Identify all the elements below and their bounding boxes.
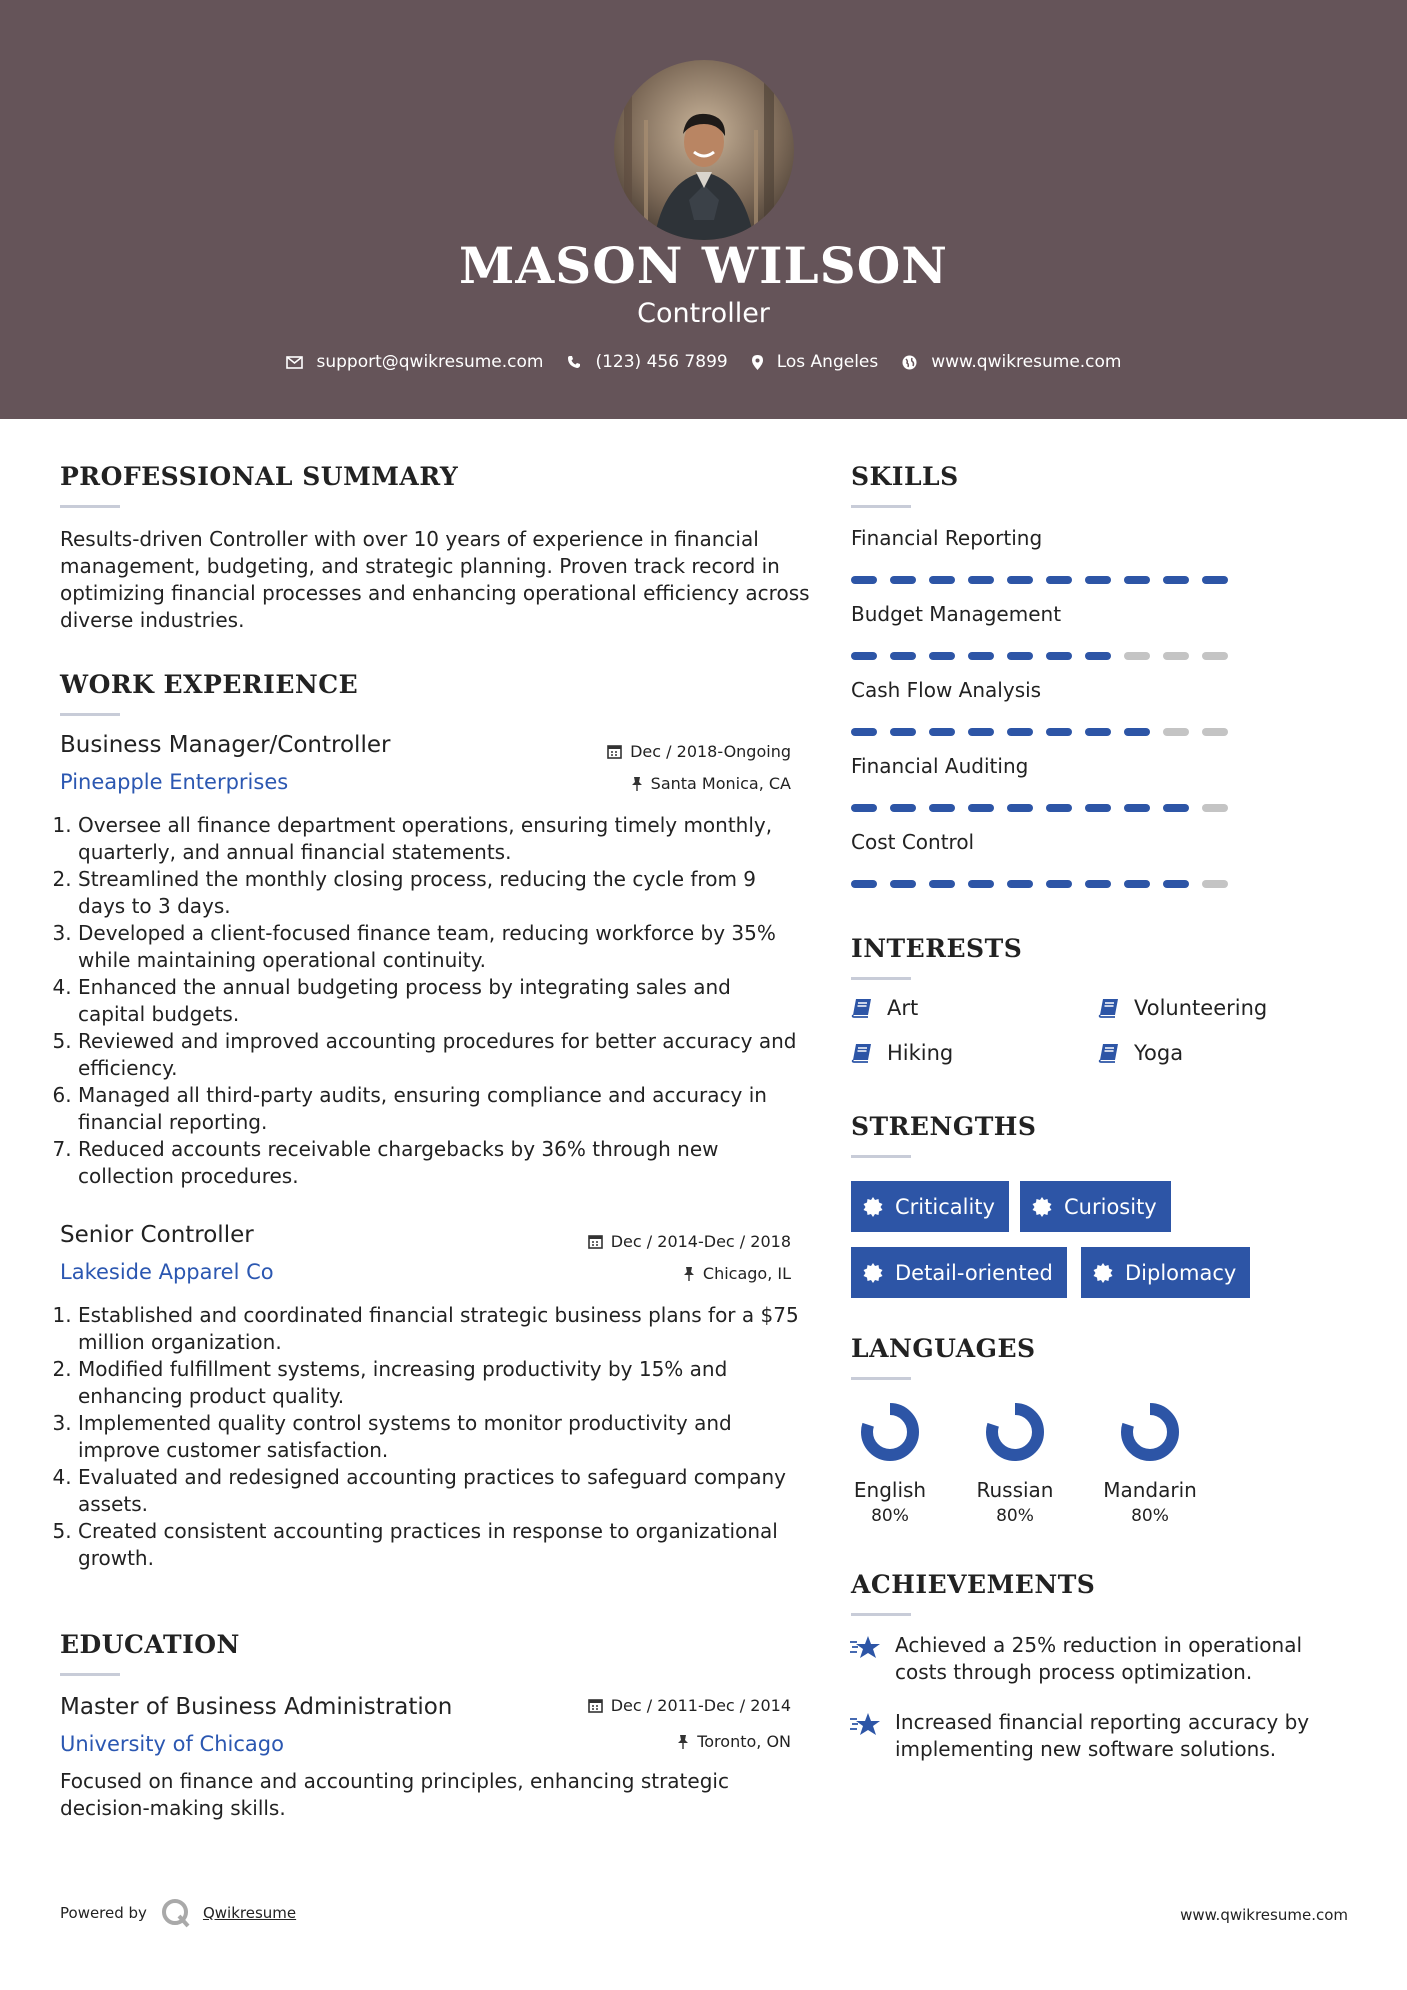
- skill-dot-filled: [890, 804, 916, 812]
- phone-icon: [567, 355, 581, 369]
- skill-dot-filled: [851, 652, 877, 660]
- strength-chip: [851, 1247, 1067, 1298]
- skill-dot-filled: [890, 880, 916, 888]
- skill-dot-empty: [1163, 728, 1189, 736]
- school-name[interactable]: University of Chicago: [60, 1732, 284, 1756]
- list-item: 2. Streamlined the monthly closing process, reducing the cycle from 9 days to 3 days.: [78, 866, 800, 920]
- language-gauge-arc: [1127, 1409, 1173, 1455]
- book-icon: [851, 998, 873, 1018]
- skill-dot-filled: [1085, 728, 1111, 736]
- interest-label: Volunteering: [1134, 996, 1268, 1020]
- language-name: English: [853, 1478, 927, 1502]
- job-date: [531, 742, 791, 761]
- profile-photo: [614, 60, 794, 240]
- language-level: 80%: [1131, 1506, 1169, 1526]
- job-company[interactable]: Pineapple Enterprises: [60, 770, 289, 794]
- contact-email-text: support@qwikresume.com: [316, 352, 544, 372]
- contact-bar: [0, 352, 1407, 372]
- badge-icon: [1032, 1197, 1052, 1217]
- interest-item: [851, 1041, 953, 1065]
- strength-label: Criticality: [895, 1194, 995, 1219]
- job-date-text: Dec / 2018-Ongoing: [630, 742, 791, 761]
- skill-dot-filled: [1007, 880, 1033, 888]
- skill-dot-filled: [890, 576, 916, 584]
- language-gauge: [1118, 1400, 1182, 1464]
- skill-dot-filled: [968, 652, 994, 660]
- strengths-heading: STRENGTHS: [851, 1112, 1037, 1141]
- education-text: Focused on finance and accounting principles, enhancing strategic decision-making skills.: [60, 1769, 729, 1820]
- list-item: 1. Oversee all finance department operations, ensuring timely monthly, quarterly, and annual financial statements.: [78, 812, 800, 866]
- language-level: 80%: [871, 1506, 909, 1526]
- pushpin-icon: [677, 1734, 689, 1749]
- strength-chip: [851, 1181, 1009, 1232]
- globe-icon: [902, 355, 917, 370]
- skill-dot-filled: [968, 728, 994, 736]
- job-location: [531, 774, 791, 793]
- skill-dot-filled: [1202, 576, 1228, 584]
- skills-divider: [851, 505, 911, 508]
- pushpin-icon: [683, 1266, 695, 1281]
- skill-dot-filled: [1046, 804, 1072, 812]
- job-title: Senior Controller: [60, 1222, 254, 1248]
- language-gauge: [983, 1400, 1047, 1464]
- skill-dot-filled: [929, 804, 955, 812]
- list-item: 1. Established and coordinated financial strategic business plans for a $75 million organization.: [78, 1302, 800, 1356]
- book-icon: [1098, 1043, 1120, 1063]
- summary-heading: PROFESSIONAL SUMMARY: [60, 462, 459, 491]
- calendar-icon: [607, 744, 622, 759]
- star-icon: [849, 1634, 883, 1660]
- education-divider: [60, 1673, 120, 1676]
- contact-location: [752, 352, 879, 372]
- skill-dot-filled: [1163, 880, 1189, 888]
- skill-dot-filled: [929, 652, 955, 660]
- list-item: 4. Evaluated and redesigned accounting practices to safeguard company assets.: [78, 1464, 800, 1518]
- skill-dot-filled: [1046, 576, 1072, 584]
- skill-name: Cash Flow Analysis: [851, 678, 1042, 702]
- interests-divider: [851, 977, 911, 980]
- skill-dot-filled: [1046, 728, 1072, 736]
- skill-dot-filled: [1007, 576, 1033, 584]
- contact-phone-text: (123) 456 7899: [595, 352, 728, 372]
- badge-icon: [863, 1197, 883, 1217]
- calendar-icon: [588, 1234, 603, 1249]
- language-item: [960, 1400, 1070, 1526]
- skill-dot-filled: [851, 728, 877, 736]
- skill-dot-filled: [1124, 804, 1150, 812]
- experience-heading: WORK EXPERIENCE: [60, 670, 359, 699]
- strength-label: Curiosity: [1064, 1194, 1157, 1219]
- education-location: [531, 1732, 791, 1751]
- achievements-divider: [851, 1613, 911, 1616]
- strength-label: Detail-oriented: [895, 1260, 1053, 1285]
- skill-dot-filled: [929, 576, 955, 584]
- skill-dot-empty: [1202, 652, 1228, 660]
- education-date: [531, 1696, 791, 1715]
- skill-dot-empty: [1202, 804, 1228, 812]
- brand-link[interactable]: Qwikresume: [202, 1904, 297, 1922]
- list-item: 5. Reviewed and improved accounting procedures for better accuracy and efficiency.: [78, 1028, 800, 1082]
- skill-dot-filled: [890, 728, 916, 736]
- job-title: Business Manager/Controller: [60, 732, 391, 758]
- skill-dot-filled: [1007, 804, 1033, 812]
- language-gauge: [858, 1400, 922, 1464]
- achievement-item: [849, 1709, 1349, 1763]
- skill-rating: [851, 728, 1241, 736]
- pushpin-icon: [631, 776, 643, 791]
- skill-dot-filled: [929, 728, 955, 736]
- skill-dot-filled: [1124, 880, 1150, 888]
- skill-name: Cost Control: [851, 830, 975, 854]
- experience-divider: [60, 713, 120, 716]
- contact-location-text: Los Angeles: [776, 352, 879, 372]
- contact-website-text: www.qwikresume.com: [931, 352, 1122, 372]
- education-heading: EDUCATION: [60, 1630, 240, 1659]
- skill-dot-filled: [1163, 576, 1189, 584]
- list-item: 4. Enhanced the annual budgeting process by integrating sales and capital budgets.: [78, 974, 800, 1028]
- education-date-text: Dec / 2011-Dec / 2014: [610, 1696, 791, 1715]
- language-level: 80%: [996, 1506, 1034, 1526]
- list-item: 7. Reduced accounts receivable chargebacks by 36% through new collection procedures.: [78, 1136, 800, 1190]
- interest-item: [1098, 996, 1267, 1020]
- interest-label: Yoga: [1134, 1041, 1184, 1065]
- badge-icon: [1093, 1263, 1113, 1283]
- list-item: 6. Managed all third-party audits, ensuring compliance and accuracy in financial reporting.: [78, 1082, 800, 1136]
- interest-item: [851, 996, 918, 1020]
- skill-rating: [851, 652, 1241, 660]
- candidate-role: Controller: [637, 298, 770, 329]
- skill-dot-empty: [1163, 652, 1189, 660]
- skill-rating: [851, 804, 1241, 812]
- list-item: 3. Implemented quality control systems to monitor productivity and improve customer satisfaction.: [78, 1410, 800, 1464]
- strength-chip: [1020, 1181, 1171, 1232]
- skill-dot-filled: [890, 652, 916, 660]
- skill-dot-filled: [1007, 728, 1033, 736]
- book-icon: [851, 1043, 873, 1063]
- skill-dot-empty: [1124, 652, 1150, 660]
- skill-dot-empty: [1202, 728, 1228, 736]
- skill-dot-filled: [968, 804, 994, 812]
- language-item: [835, 1400, 945, 1526]
- skill-dot-filled: [851, 576, 877, 584]
- interest-item: [1098, 1041, 1183, 1065]
- interest-label: Art: [887, 996, 919, 1020]
- language-name: Russian: [976, 1478, 1054, 1502]
- skill-dot-filled: [1046, 880, 1072, 888]
- job-location: [531, 1264, 791, 1283]
- strengths-divider: [851, 1155, 911, 1158]
- skill-dot-filled: [1085, 880, 1111, 888]
- strength-chip: [1081, 1247, 1250, 1298]
- skill-dot-filled: [968, 576, 994, 584]
- list-item: 2. Modified fulfillment systems, increasing productivity by 15% and enhancing product quality.: [78, 1356, 800, 1410]
- powered-by-label: Powered by: [60, 1904, 147, 1922]
- calendar-icon: [588, 1698, 603, 1713]
- contact-email[interactable]: [286, 352, 544, 372]
- achievement-item: [849, 1632, 1349, 1686]
- resume-header: [0, 0, 1407, 419]
- interests-heading: INTERESTS: [851, 934, 1023, 963]
- skill-dot-filled: [1085, 576, 1111, 584]
- summary-divider: [60, 505, 120, 508]
- skills-heading: SKILLS: [851, 462, 959, 491]
- book-icon: [1098, 998, 1120, 1018]
- list-item: 5. Created consistent accounting practices in response to organizational growth.: [78, 1518, 800, 1572]
- badge-icon: [863, 1263, 883, 1283]
- strength-label: Diplomacy: [1125, 1260, 1237, 1285]
- language-item: [1095, 1400, 1205, 1526]
- contact-phone[interactable]: [567, 352, 727, 372]
- job-location-text: Santa Monica, CA: [650, 774, 791, 793]
- footer-branding: [60, 1898, 296, 1928]
- language-gauge-arc: [867, 1409, 913, 1455]
- summary-text: Results-driven Controller with over 10 years of experience in financial management, budgeting, and strategic planning. Proven track record in optimizing financial processes and enhancing operational efficiency across diverse industries.: [60, 527, 810, 632]
- skill-dot-filled: [968, 880, 994, 888]
- skill-dot-filled: [1007, 652, 1033, 660]
- job-bullets: [60, 1302, 800, 1572]
- achievement-text: Increased financial reporting accuracy by implementing new software solutions.: [895, 1710, 1310, 1761]
- interest-label: Hiking: [887, 1041, 954, 1065]
- languages-divider: [851, 1377, 911, 1380]
- skill-name: Budget Management: [851, 602, 1062, 626]
- envelope-icon: [286, 356, 303, 369]
- degree-title: Master of Business Administration: [60, 1694, 453, 1720]
- map-pin-icon: [752, 355, 763, 370]
- achievements-heading: ACHIEVEMENTS: [851, 1570, 1096, 1599]
- job-location-text: Chicago, IL: [702, 1264, 791, 1283]
- footer-website[interactable]: www.qwikresume.com: [1180, 1906, 1348, 1924]
- skill-dot-filled: [929, 880, 955, 888]
- skill-dot-filled: [1163, 804, 1189, 812]
- job-date-text: Dec / 2014-Dec / 2018: [610, 1232, 791, 1251]
- skill-dot-filled: [1046, 652, 1072, 660]
- skill-dot-filled: [851, 804, 877, 812]
- qwikresume-logo-icon: [161, 1898, 191, 1928]
- skill-dot-filled: [1124, 728, 1150, 736]
- skill-dot-empty: [1202, 880, 1228, 888]
- achievement-text: Achieved a 25% reduction in operational costs through process optimization.: [895, 1633, 1303, 1684]
- skill-name: Financial Auditing: [851, 754, 1029, 778]
- skill-dot-filled: [1085, 804, 1111, 812]
- education-location-text: Toronto, ON: [697, 1732, 791, 1751]
- skill-dot-filled: [1124, 576, 1150, 584]
- language-name: Mandarin: [1103, 1478, 1197, 1502]
- skill-dot-filled: [851, 880, 877, 888]
- job-date: [531, 1232, 791, 1251]
- job-bullets: [60, 812, 800, 1190]
- languages-heading: LANGUAGES: [851, 1334, 1036, 1363]
- skill-name: Financial Reporting: [851, 526, 1043, 550]
- skill-rating: [851, 880, 1241, 888]
- language-gauge-arc: [992, 1409, 1038, 1455]
- contact-website[interactable]: [902, 352, 1121, 372]
- job-company[interactable]: Lakeside Apparel Co: [60, 1260, 274, 1284]
- star-icon: [849, 1711, 883, 1737]
- list-item: 3. Developed a client-focused finance team, reducing workforce by 35% while maintaining operational continuity.: [78, 920, 800, 974]
- skill-rating: [851, 576, 1241, 584]
- skill-dot-filled: [1085, 652, 1111, 660]
- candidate-name: MASON WILSON: [459, 236, 948, 295]
